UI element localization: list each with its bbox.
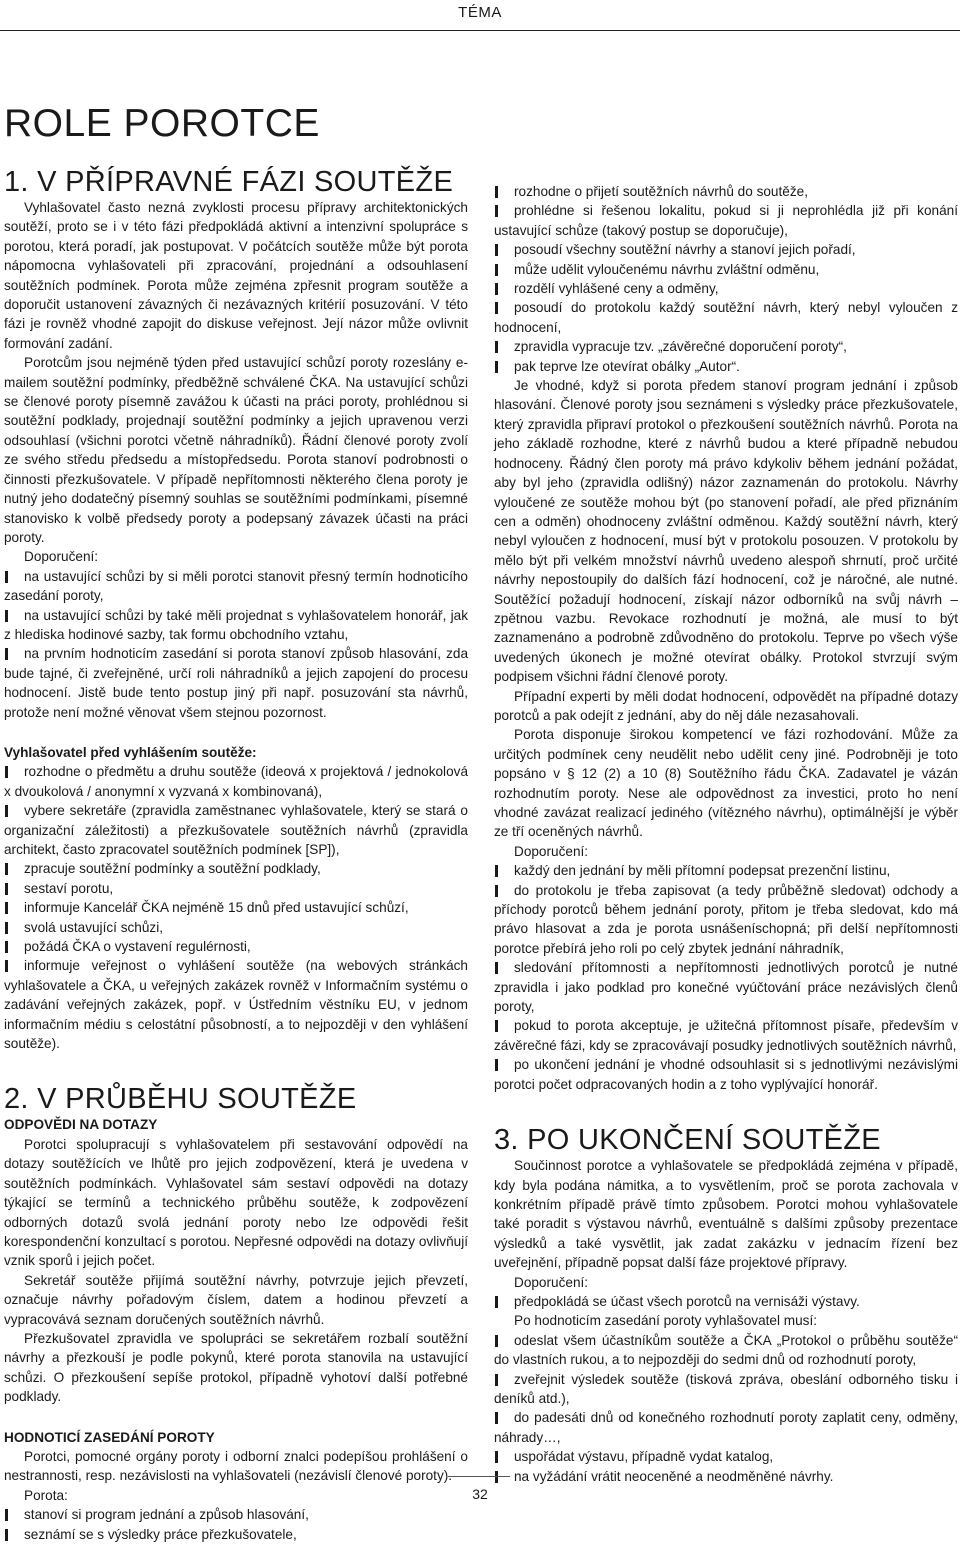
page-title: ROLE POROTCE bbox=[4, 102, 320, 145]
list-item: svolá ustavující schůzi, bbox=[4, 918, 468, 937]
section-1-paragraph: Vyhlašovatel často nezná zvyklosti procesu přípravy architektonických soutěží, proto se i v této fázi předpokládá aktivní a intenzivní spolupráce s porotou, která poradí, jak postupovat. V počátcích soutěže může být porota nápomocna vyhlašovateli při zpracování, projednání a odsouhlasení soutěžních podmínek. Porota může zejména zpřesnit program soutěže a doporučit ustanovení závazných či nezávazných kritérií posuzování. V této fázi je rovněž vhodné zapojit do diskuse veřejnost. Její názor může ovlivnit formování zadání. bbox=[4, 200, 468, 351]
section-1-title: 1. V PŘÍPRAVNÉ FÁZI SOUTĚŽE bbox=[4, 166, 454, 198]
section-2-paragraph: Případní experti by měli dodat hodnocení, odpovědět na případné dotazy porotců a pak odejít z jednání, aby do něj dále nezasahovali. bbox=[494, 688, 958, 723]
recommendations-list bbox=[494, 1292, 958, 1311]
section-1-paragraph: Porotcům jsou nejméně týden před ustavující schůzí poroty rozeslány e-mailem soutěžní podmínky, předběžně schválené ČKA. Na ustavující schůzi se členové poroty písemně zavážou k účasti na práci poroty, prohlédnou si soutěžní podklady, projednají soutěžní podmínky a jejich upravenou verzi odsouhlasí (všichni porotci včetně náhradníků). Řádní členové poroty zvolí ze svého středu předsedu a místopředsedu. Porota stanoví podrobnosti o činnosti přezkušovatele. V případě nepřítomnosti některého člena poroty je nutný jeho dodatečný písemný souhlas se soutěžními podmínkami, písemné stanovisko k volbě předsedy poroty a podepsaný závazek účasti na práci poroty. bbox=[4, 355, 468, 545]
section-2-paragraph: Porota disponuje širokou kompetencí ve fázi rozhodování. Může za určitých podmínek ceny neudělit nebo udělit ceny jiné. Podrobněji je toto popsáno v § 12 (2) a 10 (8) Soutěžního řádu ČKA. Zadavatel je vázán rozhodnutím poroty. Nese ale odpovědnost za investici, proto ho není vhodné zavázat realizací jediného (vítězného návrhu), optimálnější je výběr ze tří oceněných návrhů. bbox=[494, 727, 958, 840]
list-item: do padesáti dnů od konečného rozhodnutí poroty zaplatit ceny, odměny, náhrady…, bbox=[494, 1408, 958, 1447]
list-item: požádá ČKA o vystavení regulérnosti, bbox=[4, 937, 468, 956]
list-item: zveřejnit výsledek soutěže (tisková zpráva, obeslání odborného tisku i deníků atd.), bbox=[494, 1370, 958, 1409]
list-item: prohlédne si řešenou lokalitu, pokud si ji neprohlédla již při konání ustavující schůze (takový postup se doporučuje), bbox=[494, 201, 958, 240]
recommendations-label: Doporučení: bbox=[24, 549, 99, 565]
list-item: uspořádat výstavu, případně vydat katalog, bbox=[494, 1447, 958, 1466]
announcer-list bbox=[4, 762, 468, 1053]
list-item: může udělit vyloučenému návrhu zvláštní odměnu, bbox=[494, 260, 958, 279]
answers-heading: ODPOVĚDI NA DOTAZY bbox=[4, 1117, 158, 1133]
section-2-title: 2. V PRŮBĚHU SOUTĚŽE bbox=[4, 1083, 357, 1116]
section-2-paragraph: Porotci, pomocné orgány poroty i odborní znalci podepíšou prohlášení o nestrannosti, resp. nezávislosti na vyhlašovateli (nezávislí členové poroty). bbox=[4, 1448, 468, 1484]
list-item: vybere sekretáře (zpravidla zaměstnanec vyhlašovatele, který se stará o organizační záležitosti) a přezkušovatele soutěžních návrhů (zpravidla architekt, často zpracovatel soutěžních podmínek [SP]), bbox=[4, 801, 468, 859]
list-item: pokud to porota akceptuje, je užitečná přítomnost písaře, především v závěrečné fázi, kdy se zpracovávají posudky jednotlivých soutěžních návrhů, bbox=[494, 1016, 958, 1055]
page-number: 32 bbox=[472, 1486, 488, 1502]
left-column bbox=[4, 166, 468, 1544]
section-3-paragraph: Součinnost porotce a vyhlašovatele se předpokládá zejména v případě, kdy byla podána námitka, a to vysvětlením, proč se porota zachovala v konkrétním případě právě tímto způsobem. Porotci mohou vyhlašovatele také poradit s výstavou návrhů, eventuálně s dalšími způsoby prezentace výsledků a také vysvětlit, jak zadat zakázku v jednacím řízení bez uveřejnění, případně popsat další fáze projektové přípravy. bbox=[494, 1158, 958, 1271]
list-item: zpravidla vypracuje tzv. „závěrečné doporučení poroty“, bbox=[494, 337, 958, 356]
list-item: na ustavující schůzi by si měli porotci stanovit přesný termín hodnoticího zasedání poroty, bbox=[4, 567, 468, 606]
after-session-label: Po hodnoticím zasedání poroty vyhlašovatel musí: bbox=[514, 1313, 817, 1329]
list-item: předpokládá se účast všech porotců na vernisáži výstavy. bbox=[494, 1292, 958, 1311]
list-item: na prvním hodnoticím zasedání si porota stanoví způsob hlasování, zda bude tajné, či zveřejněné, určí roli náhradníků a jejich zapojení do procesu hodnocení. Jistě bude tento postup jiný při např. posuzování sta návrhů, protože není možné věnovat všem stejnou pozornost. bbox=[4, 644, 468, 722]
right-column bbox=[494, 182, 958, 1486]
list-item: sestaví porotu, bbox=[4, 879, 468, 898]
jury-label: Porota: bbox=[24, 1487, 68, 1503]
list-item: rozdělí vyhlášené ceny a odměny, bbox=[494, 279, 958, 298]
section-2-paragraph: Porotci spolupracují s vyhlašovatelem při sestavování odpovědí na dotazy soutěžících ve lhůtě pro jejich zodpovězení, která je uvedena v soutěžních podmínkách. Vyhlašovatel sám sestaví odpovědi na dotazy týkající se termínů a technického průběhu soutěže, k zodpovězení odborných dotazů svolá jednání poroty nebo lze odpovědi řešit korespondenční konzultací s porotou. Nepřesné odpovědi na dotazy ovlivňují vznik sporů i jejich počet. bbox=[4, 1136, 468, 1269]
list-item: sledování přítomnosti a nepřítomnosti jednotlivých porotců je nutné zpravidla i jako podklad pro konečné vyúčtování práce nezávislých členů poroty, bbox=[494, 958, 958, 1016]
section-2-paragraph: Přezkušovatel zpravidla ve spolupráci se sekretářem rozbalí soutěžní návrhy a přezkouší je podle pokynů, které porota stanovila na ustavující schůzi. O přezkoušení sepíše protokol, případně vyhotoví další potřebné podklady. bbox=[4, 1330, 468, 1405]
list-item: informuje Kancelář ČKA nejméně 15 dnů před ustavující schůzí, bbox=[4, 898, 468, 917]
list-item: posoudí do protokolu každý soutěžní návrh, který nebyl vyloučen z hodnocení, bbox=[494, 298, 958, 337]
list-item: na ustavující schůzi by také měli projednat s vyhlašovatelem honorář, jak z hlediska hodinové sazby, tak formu obchodního vztahu, bbox=[4, 606, 468, 645]
jury-list-continued bbox=[494, 182, 958, 376]
list-item: posoudí všechny soutěžní návrhy a stanoví jejich pořadí, bbox=[494, 240, 958, 259]
section-header-label: TÉMA bbox=[458, 4, 502, 21]
page-number-divider bbox=[448, 1476, 510, 1477]
list-item: informuje veřejnost o vyhlášení soutěže (na webových stránkách vyhlašovatele a ČKA, u veřejných zakázek rovněž v Informačním systému o zadávání veřejných zakázek, popř. v Ústředním věstníku EU, v jednom informačním médiu s celostátní působností, a to nejpozději v den vyhlášení soutěže). bbox=[4, 956, 468, 1053]
list-item: rozhodne o předmětu a druhu soutěže (ideová x projektová / jednokolová x dvoukolová / anonymní x vyzvaná x kombinovaná), bbox=[4, 762, 468, 801]
recommendations-list bbox=[494, 861, 958, 1094]
announcer-heading: Vyhlašovatel před vyhlášením soutěže: bbox=[4, 744, 257, 760]
list-item: zpracuje soutěžní podmínky a soutěžní podklady, bbox=[4, 859, 468, 878]
recommendations-label: Doporučení: bbox=[514, 843, 589, 859]
recommendations-label: Doporučení: bbox=[514, 1274, 589, 1290]
list-item: stanoví si program jednání a způsob hlasování, bbox=[4, 1505, 468, 1524]
list-item: na vyžádání vrátit neoceněné a neodměněné návrhy. bbox=[494, 1467, 958, 1486]
header-divider bbox=[0, 30, 960, 31]
after-session-list bbox=[494, 1331, 958, 1486]
list-item: seznámí se s výsledky práce přezkušovatele, bbox=[4, 1525, 468, 1544]
section-2-paragraph: Sekretář soutěže přijímá soutěžní návrhy, potvrzuje jejich převzetí, označuje návrhy pořadovým číslem, datem a hodinou převzetí a vypracovává seznam doručených soutěžních návrhů. bbox=[4, 1272, 468, 1327]
section-3-title: 3. PO UKONČENÍ SOUTĚŽE bbox=[494, 1124, 881, 1157]
session-heading: HODNOTICÍ ZASEDÁNÍ POROTY bbox=[4, 1429, 215, 1445]
list-item: odeslat všem účastníkům soutěže a ČKA „Protokol o průběhu soutěže“ do vlastních rukou, a to nejpozději do sedmi dnů od rozhodnutí poroty, bbox=[494, 1331, 958, 1370]
list-item: do protokolu je třeba zapisovat (a tedy průběžně sledovat) odchody a příchody porotců během jednání poroty, přitom je třeba sledovat, kdo má právo hlasovat a zda je porota usnášeníschopná; při delší nepřítomnosti porotce přebírá jeho roli po celý zbytek jednání náhradník, bbox=[494, 881, 958, 959]
jury-list bbox=[4, 1505, 468, 1544]
list-item: každý den jednání by měli přítomní podepsat prezenční listinu, bbox=[494, 861, 958, 880]
list-item: rozhodne o přijetí soutěžních návrhů do soutěže, bbox=[494, 182, 958, 201]
section-2-paragraph: Je vhodné, když si porota předem stanoví program jednání i způsob hlasování. Členové poroty jsou seznámeni s výsledky práce přezkušovatele, který zpravidla připraví protokol o přezkoušení soutěžních návrhů. Porota na jeho základě rozhodne, které z návrhů budou a které případně nebudou hodnoceny. Řádný člen poroty má právo kdykoliv během jednání požádat, aby byl jeho (zpravidla odlišný) názor zaznamenán do protokolu. Návrhy vyloučené ze soutěže mohou být (po stanovení pořadí, ale před přiznáním cen a odměn) ohodnoceny zvláštní odměnou. Každý soutěžní návrh, který nebyl vyloučen z hodnocení, musí být v protokolu posouzen. V protokolu by mělo být při velkém množství návrhů uvedeno alespoň shrnutí, proč určité návrhy nepostoupily do dalších fází hodnocení, což je náročné, ale nutné. Soutěžící požadují hodnocení, získají názor odborníků na svůj návrh – zpětnou vazbu. Revokace rozhodnutí je možná, ale musí to být zaznamenáno a podrobně zdůvodněno do protokolu. Teprve po všech výše uvedených úkonech je možné otevírat obálky. Protokol stvrzují svým podpisem všichni řádní členové poroty. bbox=[494, 378, 958, 685]
recommendations-list bbox=[4, 567, 468, 722]
list-item: po ukončení jednání je vhodné odsouhlasit si s jednotlivými nezávislými porotci počet odpracovaných hodin a z toho vyplývající honorář. bbox=[494, 1055, 958, 1094]
list-item: pak teprve lze otevírat obálky „Autor“. bbox=[494, 357, 958, 376]
